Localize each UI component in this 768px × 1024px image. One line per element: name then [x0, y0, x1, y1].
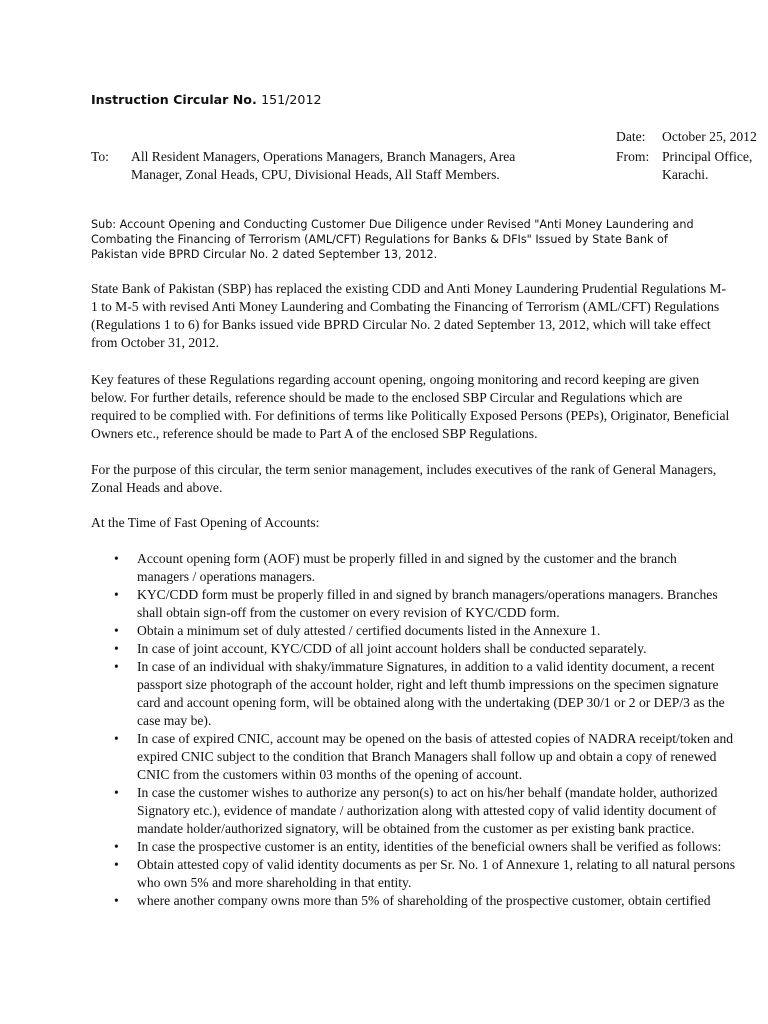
- paragraph-line: For the purpose of this circular, the term senior management, includes executives of the rank of General Managers,: [91, 462, 717, 477]
- bullet-line: expired CNIC subject to the condition that Branch Managers shall follow up and obtain a copy of renewed: [137, 749, 717, 764]
- addressee-line: All Resident Managers, Operations Managers, Branch Managers, Area: [131, 149, 516, 164]
- bullet-dot-icon: •: [114, 893, 119, 908]
- bullet-dot-icon: •: [114, 839, 119, 854]
- circular-number: 151/2012: [261, 92, 322, 107]
- bullet-line: In case of joint account, KYC/CDD of all joint account holders shall be conducted separately.: [137, 641, 647, 656]
- bullet-line: card and account opening form, will be obtained along with the undertaking (DEP 30/1 or 2 or DEP/3 as the: [137, 695, 725, 710]
- bullet-dot-icon: •: [114, 785, 119, 800]
- subject-line: Pakistan vide BPRD Circular No. 2 dated September 13, 2012.: [91, 248, 438, 261]
- bullet-dot-icon: •: [114, 551, 119, 566]
- bullet-dot-icon: •: [114, 623, 119, 638]
- bullet-text: [137, 892, 711, 910]
- bullet-line: Signatory etc.), evidence of mandate / authorization along with attested copy of valid identity document of: [137, 803, 717, 818]
- paragraph-line: Key features of these Regulations regarding account opening, ongoing monitoring and record keeping are given: [91, 372, 700, 387]
- bullet-dot-icon: •: [114, 587, 119, 602]
- from-value: [662, 148, 752, 184]
- date-value: October 25, 2012: [662, 129, 757, 144]
- bullet-line: In case of an individual with shaky/immature Signatures, in addition to a valid identity document, a recent: [137, 659, 715, 674]
- subject-block: [91, 217, 694, 262]
- bullet-line: In case of expired CNIC, account may be opened on the basis of attested copies of NADRA receipt/token and: [137, 731, 734, 746]
- bullet-text: [137, 550, 677, 586]
- paragraph-line: 1 to M-5 with revised Anti Money Laundering and Combating the Financing of Terrorism (AML/CFT) Regulations: [91, 299, 720, 314]
- paragraph-line: below. For further details, reference should be made to the enclosed SBP Circular and Regulations which are: [91, 390, 683, 405]
- bullet-line: where another company owns more than 5% of shareholding of the prospective customer, obtain certified: [137, 893, 711, 908]
- bullet-dot-icon: •: [114, 731, 119, 746]
- from-line: Karachi.: [662, 167, 709, 182]
- bullet-text: [137, 856, 735, 892]
- bullet-line: Obtain a minimum set of duly attested / certified documents listed in the Annexure 1.: [137, 623, 601, 638]
- bullet-text: [137, 622, 600, 640]
- bullet-line: managers / operations managers.: [137, 569, 316, 584]
- date-label: Date:: [616, 129, 646, 144]
- bullet-line: CNIC from the customers within 03 months of the opening of account.: [137, 767, 523, 782]
- bullet-line: shall obtain sign-off from the customer on every revision of KYC/CDD form.: [137, 605, 560, 620]
- paragraph-line: At the Time of Fast Opening of Accounts:: [91, 515, 320, 530]
- from-label: From:: [616, 149, 650, 164]
- subject-line: Sub: Account Opening and Conducting Customer Due Diligence under Revised "Anti Money Laundering and: [91, 218, 694, 231]
- bullet-line: KYC/CDD form must be properly filled in and signed by branch managers/operations managers. Branches: [137, 587, 718, 602]
- bullet-dot-icon: •: [114, 659, 119, 674]
- bullet-line: Account opening form (AOF) must be properly filled in and signed by the customer and the branch: [137, 551, 677, 566]
- paragraph-line: from October 31, 2012.: [91, 335, 219, 350]
- bullet-text: [137, 586, 718, 622]
- circular-title-prefix: Instruction Circular No.: [91, 92, 257, 107]
- bullet-line: Obtain attested copy of valid identity documents as per Sr. No. 1 of Annexure 1, relating to all natural persons: [137, 857, 735, 872]
- paragraph-line: Zonal Heads and above.: [91, 480, 223, 495]
- bullet-text: [137, 838, 721, 856]
- bullet-text: [137, 730, 733, 784]
- bullet-line: passport size photograph of the account holder, right and left thumb impressions on the specimen signature: [137, 677, 719, 692]
- to-label: To:: [91, 149, 109, 164]
- bullet-dot-icon: •: [114, 641, 119, 656]
- paragraph-line: required to be complied with. For definitions of terms like Politically Exposed Persons (PEPs), Originator, Beneficial: [91, 408, 730, 423]
- paragraph-sbp-replacement: [91, 280, 726, 352]
- bullet-line: In case the prospective customer is an entity, identities of the beneficial owners shall be verified as follows:: [137, 839, 722, 854]
- addressee-line: Manager, Zonal Heads, CPU, Divisional Heads, All Staff Members.: [131, 167, 500, 182]
- bullet-line: case may be).: [137, 713, 212, 728]
- bullet-dot-icon: •: [114, 857, 119, 872]
- section-heading-fast-opening: [91, 514, 319, 532]
- bullet-line: mandate holder/authorized signatory, will be obtained from the customer as per existing bank practice.: [137, 821, 695, 836]
- paragraph-line: Owners etc., reference should be made to Part A of the enclosed SBP Regulations.: [91, 426, 538, 441]
- bullet-text: [137, 640, 647, 658]
- paragraph-key-features: [91, 371, 729, 443]
- subject-line: Combating the Financing of Terrorism (AML/CFT) Regulations for Banks & DFIs" Issued by State Bank of: [91, 233, 668, 246]
- bullet-line: In case the customer wishes to authorize any person(s) to act on his/her behalf (mandate holder, authorized: [137, 785, 718, 800]
- paragraph-senior-management: [91, 461, 716, 497]
- circular-title: [91, 92, 321, 107]
- addressee-text: [131, 148, 515, 184]
- bullet-text: [137, 658, 725, 730]
- bullet-line: who own 5% and more shareholding in that entity.: [137, 875, 412, 890]
- bullet-text: [137, 784, 717, 838]
- paragraph-line: State Bank of Pakistan (SBP) has replaced the existing CDD and Anti Money Laundering Prudential Regulations M-: [91, 281, 727, 296]
- from-line: Principal Office,: [662, 149, 753, 164]
- paragraph-line: (Regulations 1 to 6) for Banks issued vide BPRD Circular No. 2 dated September 13, 2012, which will take effect: [91, 317, 711, 332]
